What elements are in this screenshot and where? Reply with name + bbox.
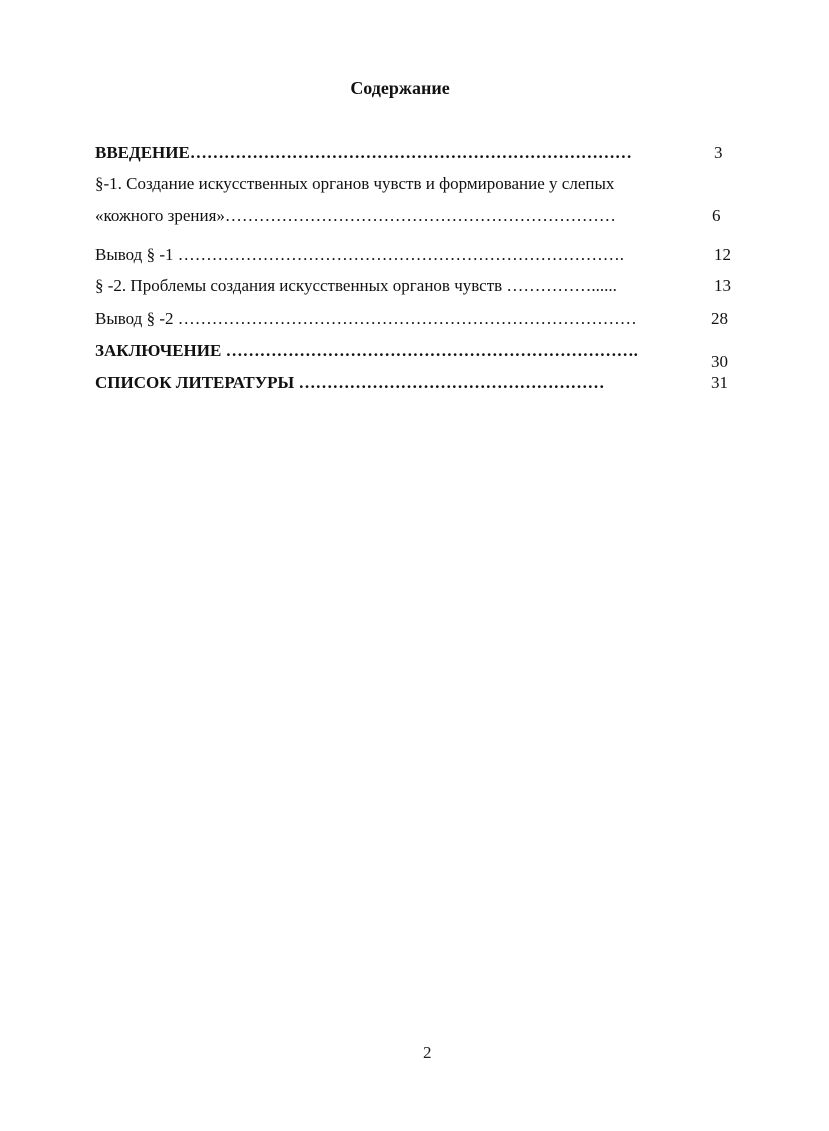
toc-page-conclusion: 30 (711, 352, 728, 371)
toc-page-section1: 6 (712, 206, 721, 225)
toc-entry-introduction: ВВЕДЕНИЕ…………………………………………………………………… (95, 143, 632, 162)
toc-entry-bibliography: СПИСОК ЛИТЕРАТУРЫ ……………………………………………… (95, 373, 605, 392)
footer-page-number: 2 (423, 1043, 432, 1062)
toc-entry-conclusion-section1: Вывод § -1 ……………………………………………………………………. (95, 245, 624, 264)
toc-page-conclusion-section2: 28 (711, 309, 728, 328)
toc-entry-conclusion-section2: Вывод § -2 ……………………………………………………………………… (95, 309, 637, 328)
toc-entry-conclusion: ЗАКЛЮЧЕНИЕ ………………………………………………………………. (95, 341, 638, 360)
toc-entry-section1-line2: «кожного зрения»…………………………………………………………… (95, 206, 616, 225)
toc-page-section2: 13 (714, 276, 731, 295)
toc-page-bibliography: 31 (711, 373, 728, 392)
toc-page-introduction: 3 (714, 143, 723, 162)
toc-entry-section2: § -2. Проблемы создания искусственных органов чувств ……………...... (95, 276, 617, 295)
toc-title: Содержание (350, 78, 450, 98)
toc-entry-section1-line1: §-1. Создание искусственных органов чувств и формирование у слепых (95, 174, 615, 193)
toc-page-conclusion-section1: 12 (714, 245, 731, 264)
